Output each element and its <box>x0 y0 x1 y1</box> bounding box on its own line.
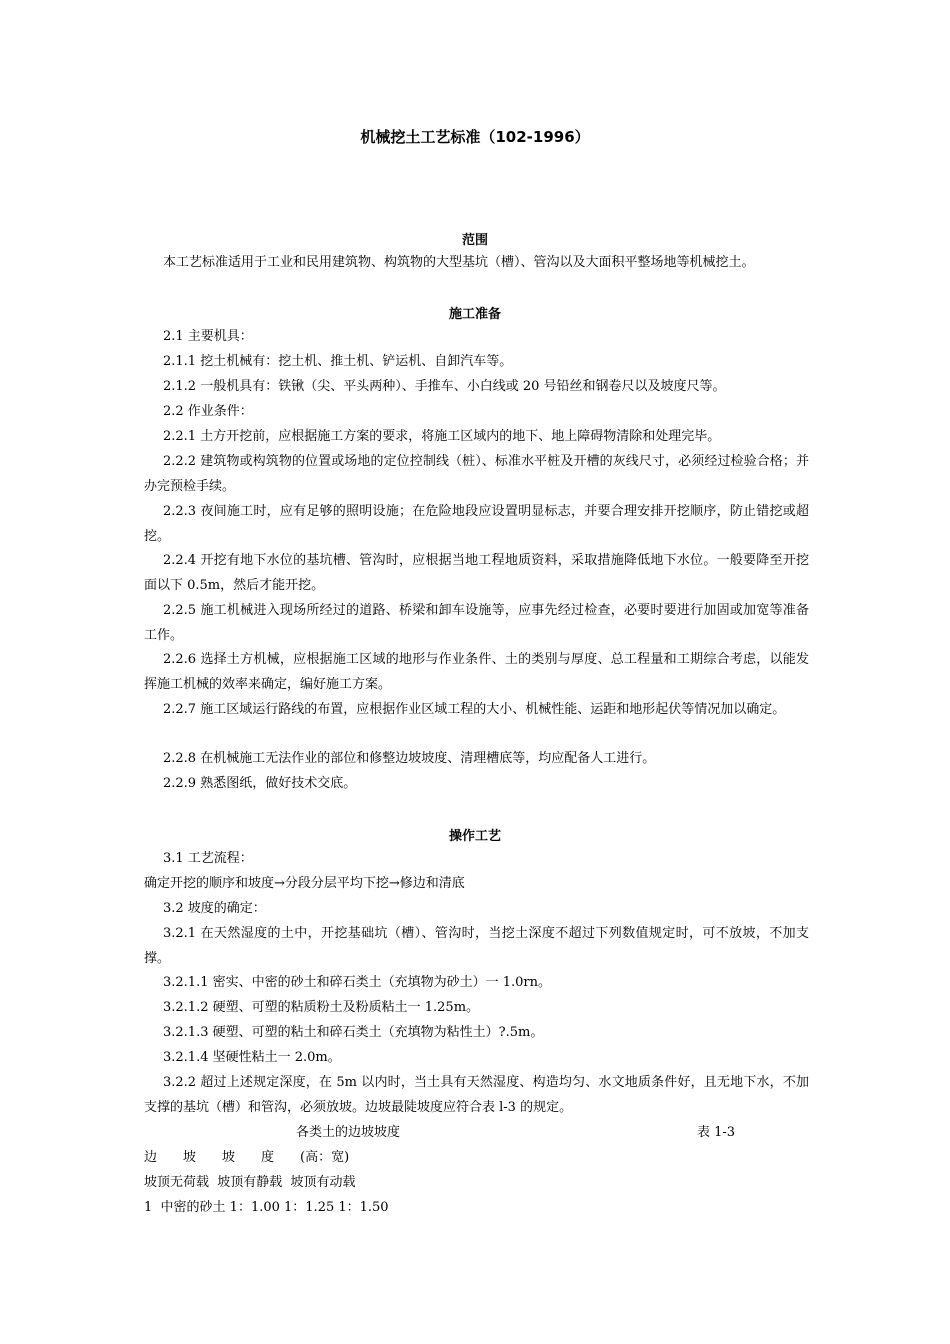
ops-item: 3.2.1.3 硬塑、可塑的粘土和碎石类土（充填物为粘性土）?.5m。 <box>163 1025 544 1040</box>
ops-item: 3.2.1 在天然湿度的土中，开挖基础坑（槽）、管沟时，当挖土深度不超过下列数值规定时，可不放坡，不加支撑。 <box>144 926 809 966</box>
ops-item: 3.2 坡度的确定： <box>163 901 266 916</box>
table-header-loads: 坡顶无荷载 坡顶有静载 坡顶有动载 <box>144 1175 356 1190</box>
document-title: 机械挖土工艺标准（102-1996） <box>360 128 590 146</box>
prep-item: 2.2.7 施工区域运行路线的布置，应根据作业区域工程的大小、机械性能、运距和地形起伏等情况加以确定。 <box>163 702 786 717</box>
prep-item: 2.2.9 熟悉图纸，做好技术交底。 <box>163 776 357 791</box>
prep-item: 2.2.5 施工机械进入现场所经过的道路、桥梁和卸车设施等，应事先经过检查，必要时要进行加固或加宽等准备工作。 <box>144 603 809 643</box>
prep-item: 2.1.1 挖土机械有：挖土机、推土机、铲运机、自卸汽车等。 <box>163 354 513 369</box>
prep-item: 2.2.4 开挖有地下水位的基坑槽、管沟时，应根据当地工程地质资料，采取措施降低地下水位。一般要降至开挖面以下 0.5m，然后才能开挖。 <box>144 553 809 593</box>
prep-item: 2.2.8 在机械施工无法作业的部位和修整边坡坡度、清理槽底等，均应配备人工进行。 <box>163 751 656 766</box>
prep-item: 2.2.2 建筑物或构筑物的位置或场地的定位控制线（桩）、标准水平桩及开槽的灰线尺寸，必须经过检验合格；并办完预检手续。 <box>144 454 809 494</box>
table-number: 表 1-3 <box>697 1125 736 1140</box>
ops-item: 3.1 工艺流程： <box>163 851 253 866</box>
ops-item: 3.2.1.1 密实、中密的砂土和碎石类土（充填物为砂土）一 1.0rn。 <box>163 975 552 990</box>
prep-item: 2.1.2 一般机具有：铁锹（尖、平头两种）、手推车、小白线或 20 号铅丝和钢卷尺以及坡度尺等。 <box>163 379 726 394</box>
prep-item: 2.1 主要机具： <box>163 329 253 344</box>
ops-item: 3.2.1.4 坚硬性粘土一 2.0m。 <box>163 1050 341 1065</box>
scope-paragraph: 本工艺标准适用于工业和民用建筑物、构筑物的大型基坑（槽）、管沟以及大面积平整场地等机械挖土。 <box>163 255 755 270</box>
prep-item: 2.2.6 选择土方机械，应根据施工区域的地形与作业条件、土的类别与厚度、总工程量和工期综合考虑，以能发挥施工机械的效率来确定，编好施工方案。 <box>144 652 809 692</box>
ops-item: 3.2.2 超过上述规定深度，在 5m 以内时，当土具有天然湿度、构造均匀、水文地质条件好，且无地下水，不加支撑的基坑（槽）和管沟，必须放坡。边坡最陡坡度应符合表 l-3 的规定。 <box>144 1075 809 1115</box>
prep-item: 2.2.1 土方开挖前，应根据施工方案的要求，将施工区域内的地下、地上障碍物清除和处理完毕。 <box>163 429 721 444</box>
ops-item: 3.2.1.2 硬塑、可塑的粘质粉土及粉质粘土一 1.25m。 <box>163 1000 480 1015</box>
ops-item: 确定开挖的顺序和坡度→分段分层平均下挖→修边和清底 <box>144 876 465 891</box>
section-heading-ops: 操作工艺 <box>448 829 501 844</box>
table-row: 1 中密的砂土 1：1.00 1：1.25 1：1.50 <box>144 1200 389 1215</box>
table-caption: 各类土的边坡坡度 <box>296 1125 401 1140</box>
prep-item: 2.2.3 夜间施工时，应有足够的照明设施；在危险地段应设置明显标志，并要合理安排开挖顺序，防止错挖或超挖。 <box>144 504 809 544</box>
section-heading-scope: 范围 <box>461 233 488 248</box>
section-heading-prep: 施工准备 <box>448 307 501 322</box>
prep-item: 2.2 作业条件： <box>163 404 253 419</box>
table-header-slope: 边 坡 坡 度 (高：宽) <box>144 1150 350 1165</box>
